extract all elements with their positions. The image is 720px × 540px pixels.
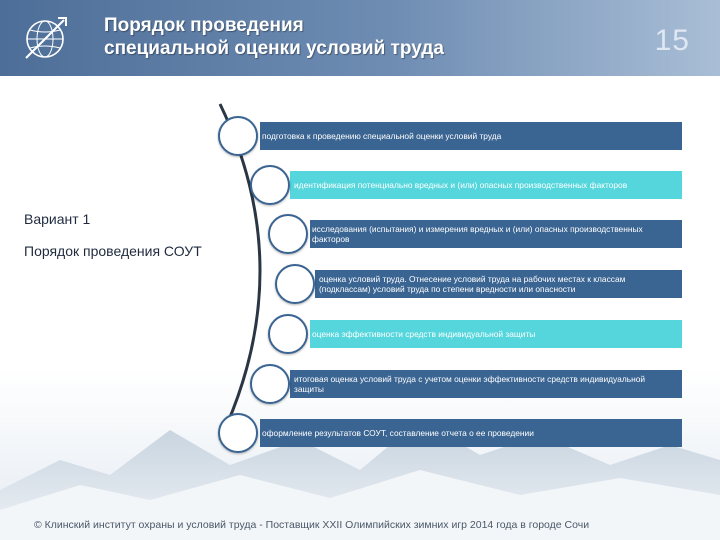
step-text-6: итоговая оценка условий труда с учетом оценки эффективности средств индивидуальной защиты (294, 374, 646, 394)
step-marker-circle-1 (218, 116, 258, 156)
header-banner (0, 0, 720, 76)
step-text-2: идентификация потенциально вредных и (или) опасных производственных факторов (294, 180, 628, 190)
step-bar-4 (315, 270, 682, 298)
step-bar-1 (260, 122, 682, 150)
globe-logo-icon (20, 14, 70, 64)
step-marker-circle-5 (268, 314, 308, 354)
footer-note: © Клинский институт охраны и условий труда - Поставщик XXII Олимпийских зимних игр 2014 года в городе Сочи (34, 519, 590, 531)
step-marker-circle-3 (268, 214, 308, 254)
step-bar-6 (290, 370, 682, 398)
title-line-2: специальной оценки условий труда (104, 38, 444, 59)
page-number: 15 (654, 24, 690, 57)
page-title (104, 14, 564, 60)
step-text-5: оценка эффективности средств индивидуальной защиты (312, 329, 536, 339)
step-text-7: оформление результатов СОУТ, составление отчета о ее проведении (262, 428, 534, 438)
step-bar-2 (290, 171, 682, 199)
step-bar-3 (310, 220, 682, 248)
step-text-4: оценка условий труда. Отнесение условий труда на рабочих местах к классам (подклассам) условий труда по степени вредности или опасности (319, 274, 626, 294)
step-marker-circle-4 (275, 264, 315, 304)
step-text-1: подготовка к проведению специальной оценки условий труда (262, 131, 502, 141)
step-marker-circle-7 (218, 413, 258, 453)
title-line-1: Порядок проведения (104, 15, 304, 36)
variant-label: Вариант 1 (24, 211, 91, 227)
left-caption-block (24, 210, 224, 260)
step-marker-circle-6 (250, 364, 290, 404)
step-bar-7 (260, 419, 682, 447)
step-text-3: исследования (испытания) и измерения вредных и (или) опасных производственных факторов (312, 224, 643, 244)
procedure-caption: Порядок проведения СОУТ (24, 243, 202, 259)
step-bar-5 (310, 320, 682, 348)
step-marker-circle-2 (250, 165, 290, 205)
